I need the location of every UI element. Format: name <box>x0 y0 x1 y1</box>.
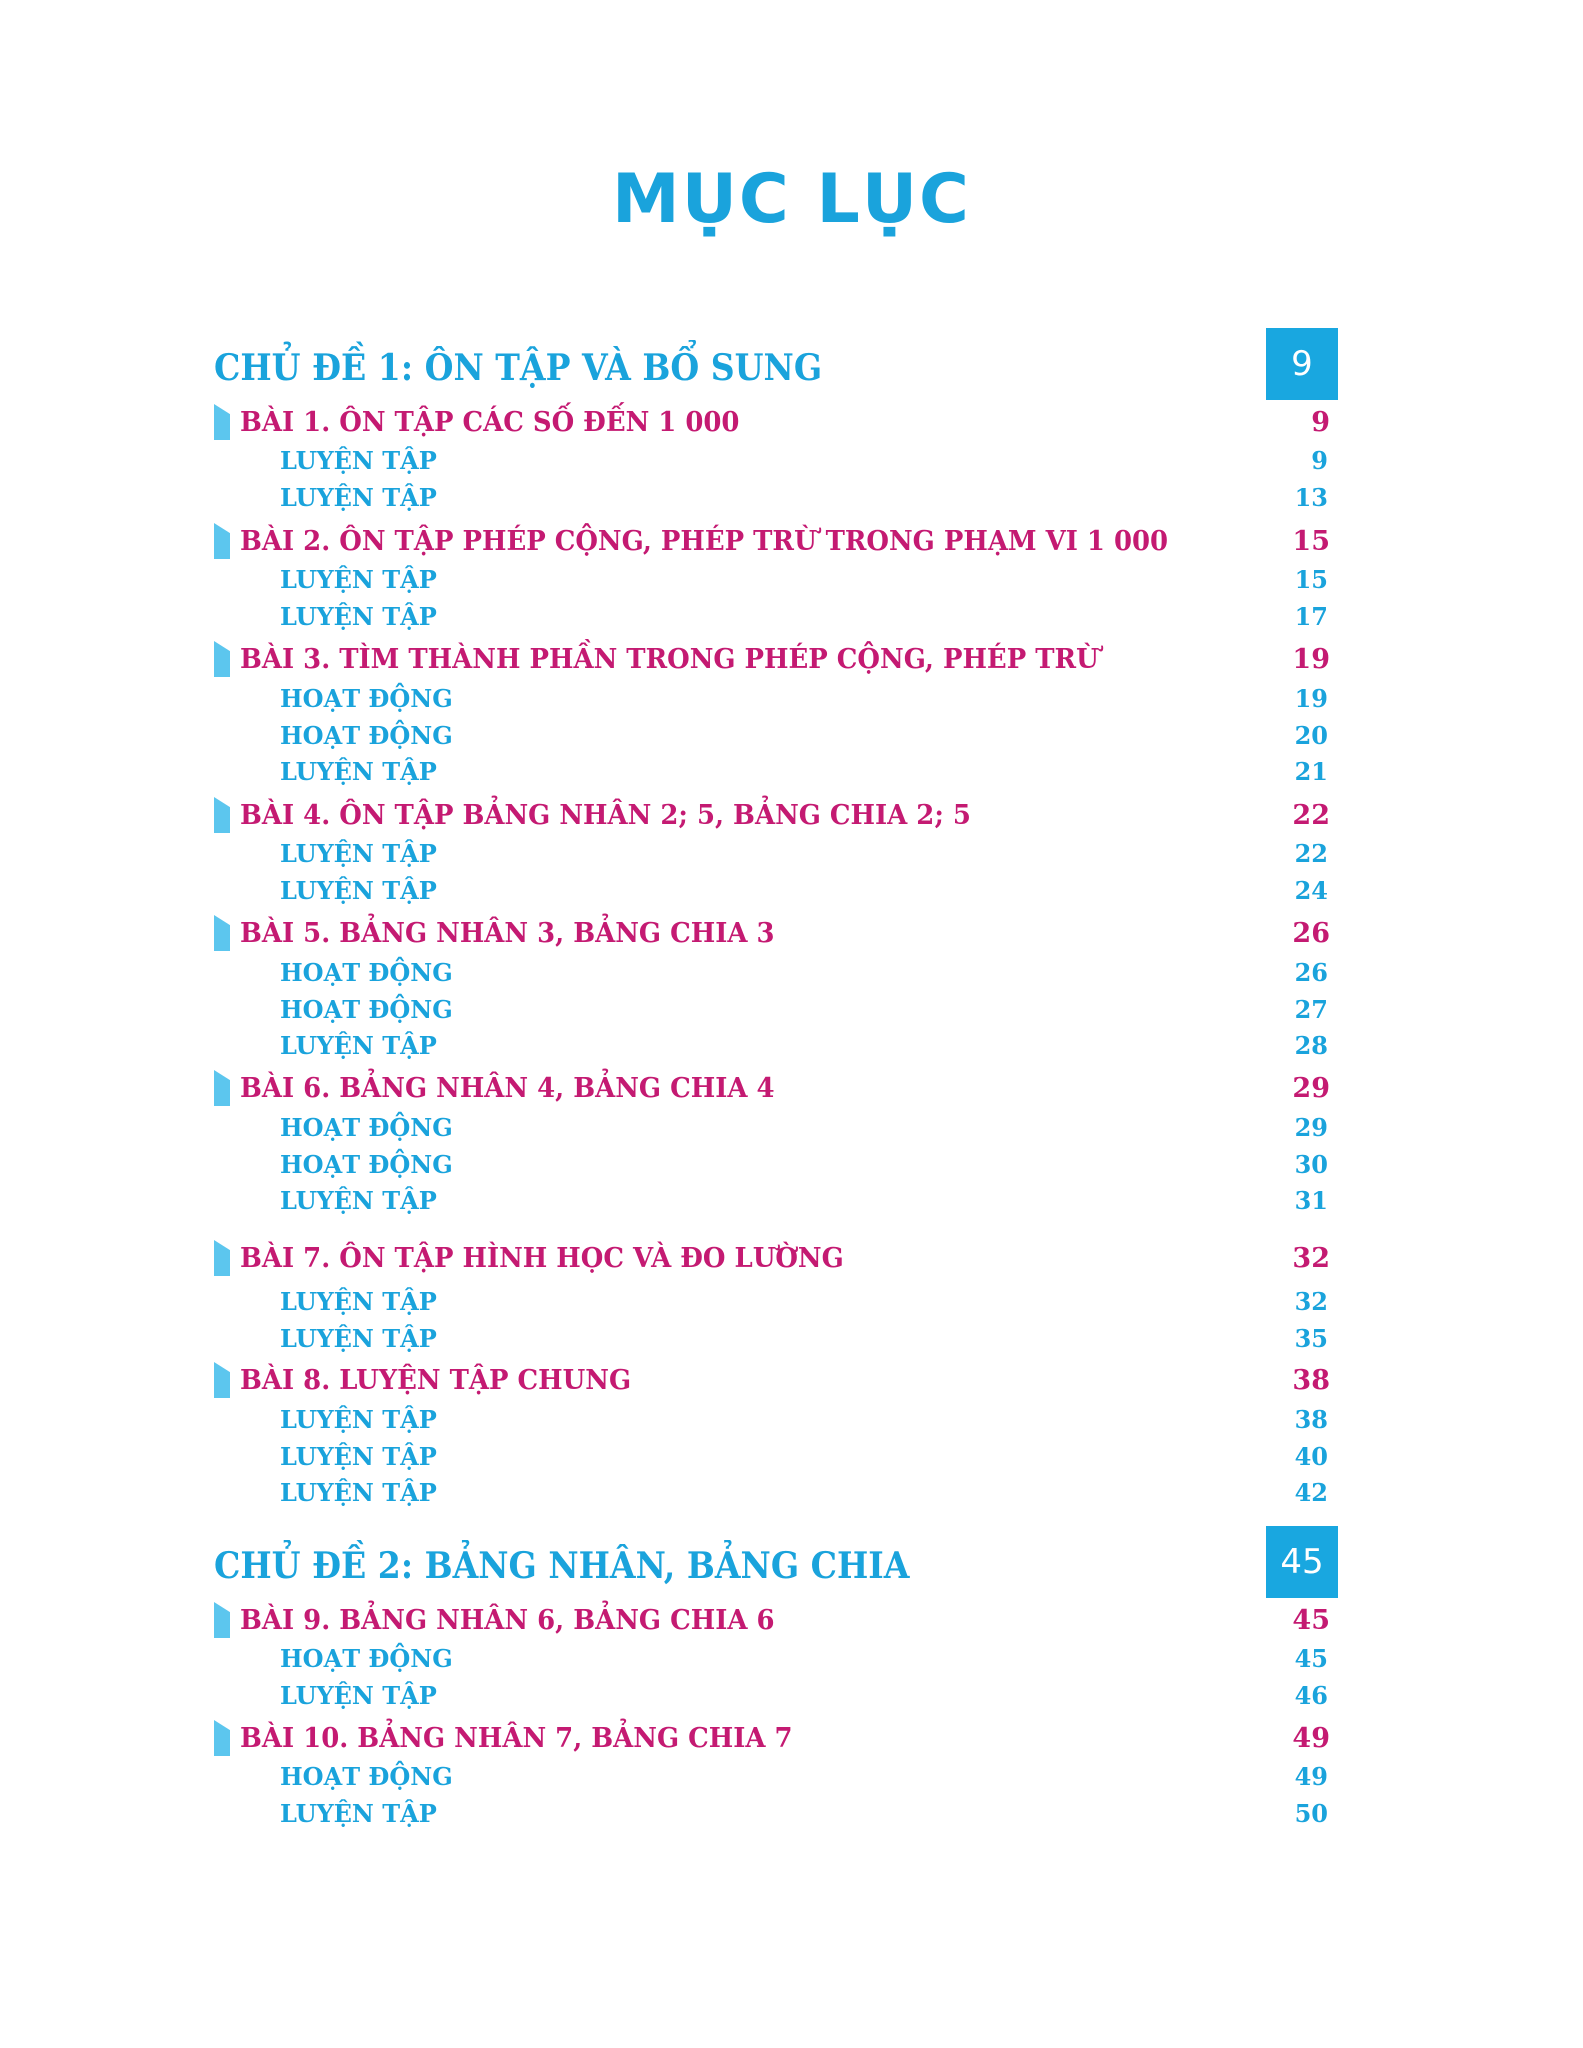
sub-item-label: LUYỆN TẬP <box>280 1031 437 1060</box>
lesson-page-number: 29 <box>1292 1073 1330 1104</box>
topic-label: CHỦ ĐỀ 1: ÔN TẬP VÀ BỔ SUNG <box>214 347 823 389</box>
sub-item-page-number: 26 <box>1294 958 1328 987</box>
topic-page-box: 9 <box>1266 328 1338 400</box>
sub-item-page-number: 45 <box>1294 1644 1328 1673</box>
sub-item-page-number: 29 <box>1294 1113 1328 1142</box>
sub-item-label: HOẠT ĐỘNG <box>280 1113 453 1142</box>
sub-item-label: HOẠT ĐỘNG <box>280 995 453 1024</box>
sub-item-label: LUYỆN TẬP <box>280 1799 437 1828</box>
topic-label: CHỦ ĐỀ 2: BẢNG NHÂN, BẢNG CHIA <box>214 1545 910 1587</box>
sub-item-page-number: 15 <box>1294 565 1328 594</box>
page-title: MỤC LỤC <box>612 160 971 239</box>
sub-item-page-number: 49 <box>1294 1762 1328 1791</box>
bookmark-icon <box>214 1070 230 1106</box>
sub-item-page-number: 32 <box>1294 1287 1328 1316</box>
lesson-label: BÀI 1. ÔN TẬP CÁC SỐ ĐẾN 1 000 <box>240 407 740 438</box>
sub-item-label: LUYỆN TẬP <box>280 1681 437 1710</box>
sub-item-label: LUYỆN TẬP <box>280 446 437 475</box>
sub-item-page-number: 31 <box>1294 1186 1328 1215</box>
lesson-label: BÀI 9. BẢNG NHÂN 6, BẢNG CHIA 6 <box>240 1605 775 1636</box>
bookmark-icon <box>214 797 230 833</box>
sub-item-page-number: 22 <box>1294 839 1328 868</box>
sub-item-label: LUYỆN TẬP <box>280 1478 437 1507</box>
lesson-label: BÀI 3. TÌM THÀNH PHẦN TRONG PHÉP CỘNG, PHÉP TRỪ <box>240 644 1099 675</box>
bookmark-icon <box>214 915 230 951</box>
bookmark-icon <box>214 641 230 677</box>
lesson-page-number: 9 <box>1311 407 1330 438</box>
sub-item-label: LUYỆN TẬP <box>280 876 437 905</box>
lesson-page-number: 49 <box>1292 1723 1330 1754</box>
sub-item-page-number: 35 <box>1294 1324 1328 1353</box>
sub-item-label: LUYỆN TẬP <box>280 1186 437 1215</box>
lesson-label: BÀI 6. BẢNG NHÂN 4, BẢNG CHIA 4 <box>240 1073 775 1104</box>
bookmark-icon <box>214 1602 230 1638</box>
bookmark-icon <box>214 404 230 440</box>
sub-item-label: LUYỆN TẬP <box>280 1442 437 1471</box>
lesson-page-number: 38 <box>1292 1365 1330 1396</box>
lesson-page-number: 26 <box>1292 918 1330 949</box>
sub-item-page-number: 17 <box>1294 602 1328 631</box>
sub-item-label: LUYỆN TẬP <box>280 483 437 512</box>
topic-page-box: 45 <box>1266 1526 1338 1598</box>
lesson-page-number: 22 <box>1292 800 1330 831</box>
lesson-label: BÀI 8. LUYỆN TẬP CHUNG <box>240 1365 632 1396</box>
sub-item-page-number: 28 <box>1294 1031 1328 1060</box>
sub-item-page-number: 19 <box>1294 684 1328 713</box>
lesson-label: BÀI 5. BẢNG NHÂN 3, BẢNG CHIA 3 <box>240 918 775 949</box>
lesson-page-number: 32 <box>1292 1243 1330 1274</box>
sub-item-label: LUYỆN TẬP <box>280 1405 437 1434</box>
lesson-page-number: 15 <box>1292 526 1330 557</box>
lesson-label: BÀI 7. ÔN TẬP HÌNH HỌC VÀ ĐO LƯỜNG <box>240 1243 844 1274</box>
sub-item-page-number: 24 <box>1294 876 1328 905</box>
lesson-label: BÀI 10. BẢNG NHÂN 7, BẢNG CHIA 7 <box>240 1723 793 1754</box>
lesson-page-number: 19 <box>1292 644 1330 675</box>
sub-item-page-number: 9 <box>1311 446 1328 475</box>
sub-item-label: HOẠT ĐỘNG <box>280 1762 453 1791</box>
sub-item-label: LUYỆN TẬP <box>280 602 437 631</box>
sub-item-label: HOẠT ĐỘNG <box>280 684 453 713</box>
sub-item-label: HOẠT ĐỘNG <box>280 1150 453 1179</box>
lesson-page-number: 45 <box>1292 1605 1330 1636</box>
sub-item-label: LUYỆN TẬP <box>280 839 437 868</box>
sub-item-label: HOẠT ĐỘNG <box>280 1644 453 1673</box>
bookmark-icon <box>214 1362 230 1398</box>
sub-item-label: HOẠT ĐỘNG <box>280 958 453 987</box>
sub-item-page-number: 30 <box>1294 1150 1328 1179</box>
bookmark-icon <box>214 1720 230 1756</box>
sub-item-label: LUYỆN TẬP <box>280 1287 437 1316</box>
sub-item-page-number: 42 <box>1294 1478 1328 1507</box>
sub-item-label: LUYỆN TẬP <box>280 1324 437 1353</box>
lesson-label: BÀI 2. ÔN TẬP PHÉP CỘNG, PHÉP TRỪ TRONG PHẠM VI 1 000 <box>240 526 1169 557</box>
sub-item-page-number: 50 <box>1294 1799 1328 1828</box>
lesson-label: BÀI 4. ÔN TẬP BẢNG NHÂN 2; 5, BẢNG CHIA 2; 5 <box>240 800 971 831</box>
sub-item-label: LUYỆN TẬP <box>280 757 437 786</box>
bookmark-icon <box>214 523 230 559</box>
sub-item-page-number: 38 <box>1294 1405 1328 1434</box>
bookmark-icon <box>214 1240 230 1276</box>
sub-item-page-number: 46 <box>1294 1681 1328 1710</box>
sub-item-page-number: 13 <box>1294 483 1328 512</box>
sub-item-page-number: 20 <box>1294 721 1328 750</box>
sub-item-label: HOẠT ĐỘNG <box>280 721 453 750</box>
sub-item-page-number: 27 <box>1294 995 1328 1024</box>
sub-item-label: LUYỆN TẬP <box>280 565 437 594</box>
sub-item-page-number: 21 <box>1294 757 1328 786</box>
sub-item-page-number: 40 <box>1294 1442 1328 1471</box>
